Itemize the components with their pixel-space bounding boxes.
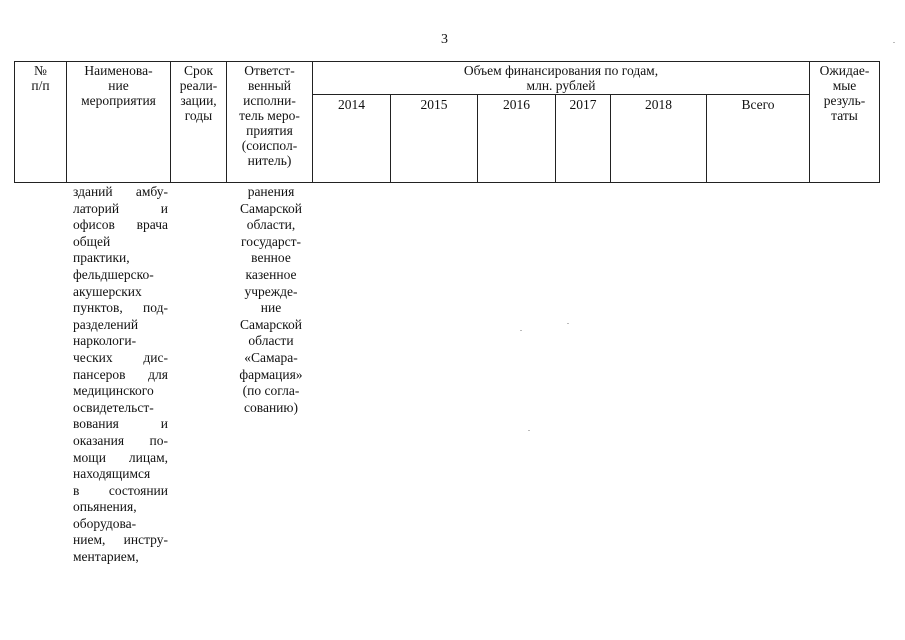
name-column-text (73, 184, 168, 566)
executor-line: венное (251, 250, 291, 266)
header-year-2017: 2017 (569, 97, 597, 112)
scan-speck (567, 323, 569, 324)
financing-table-header (14, 61, 880, 183)
page-number: 3 (441, 32, 448, 47)
executor-line: фармация» (239, 366, 303, 382)
header-term: Срок реали- зации, годы (179, 63, 218, 123)
name-line: разделений (73, 316, 139, 332)
header-total: Всего (741, 97, 775, 112)
name-line: общей (73, 233, 111, 249)
executor-line: Самарской (239, 316, 303, 332)
executor-line: области (248, 333, 294, 349)
executor-line: ранения (247, 184, 295, 199)
executor-line: (по согла- (242, 383, 300, 399)
header-results: Ожидае- мые резуль- таты (819, 63, 870, 123)
executor-column-text (227, 184, 315, 416)
executor-line: ние (260, 300, 282, 316)
executor-line: области, (246, 217, 296, 233)
name-line: освидетельст- (73, 399, 154, 415)
scan-speck (893, 42, 895, 43)
name-line: акушерских (73, 283, 142, 299)
header-year-2014: 2014 (338, 97, 365, 112)
scan-speck (528, 430, 530, 431)
name-line: зданий амбу- (73, 184, 168, 199)
executor-line: казенное (245, 266, 297, 282)
header-executor: Ответст- венный исполни- тель меро- приятия (соиспол- нитель) (239, 63, 300, 168)
header-year-2016: 2016 (503, 97, 530, 112)
executor-line: Самарской (239, 200, 303, 216)
executor-line: учрежде- (244, 283, 298, 299)
executor-line: «Самара- (244, 349, 298, 365)
name-line: оказания по- (73, 432, 168, 448)
name-line: ческих дис- (73, 349, 168, 365)
name-line: латорий и (73, 200, 168, 216)
name-line: фельдшерско- (73, 266, 154, 282)
name-line: офисов врача (73, 217, 168, 233)
name-line: оборудова- (73, 515, 137, 531)
executor-line: государст- (241, 233, 301, 249)
name-line: медицинского (73, 383, 154, 399)
name-line: нием, инстру- (73, 532, 168, 548)
name-line: вования и (73, 416, 168, 432)
header-number: № п/п (31, 63, 50, 93)
header-name: Наименова- ние мероприятия (81, 63, 156, 108)
name-line: в состоянии (73, 482, 168, 498)
name-line: опьянения, (73, 499, 137, 515)
scan-speck (520, 330, 522, 331)
executor-line: сованию) (244, 399, 298, 415)
name-line: ментарием, (73, 549, 139, 565)
header-year-2015: 2015 (420, 97, 448, 112)
name-line: практики, (73, 250, 130, 266)
header-financing: Объем финансирования по годам, млн. рублей (463, 63, 659, 93)
name-line: пунктов, под- (73, 300, 168, 316)
name-line: пансеров для (73, 366, 168, 382)
name-line: мощи лицам, (73, 449, 168, 465)
name-line: наркологи- (73, 333, 137, 349)
header-year-2018: 2018 (645, 97, 672, 112)
name-line: находящимся (73, 466, 151, 482)
